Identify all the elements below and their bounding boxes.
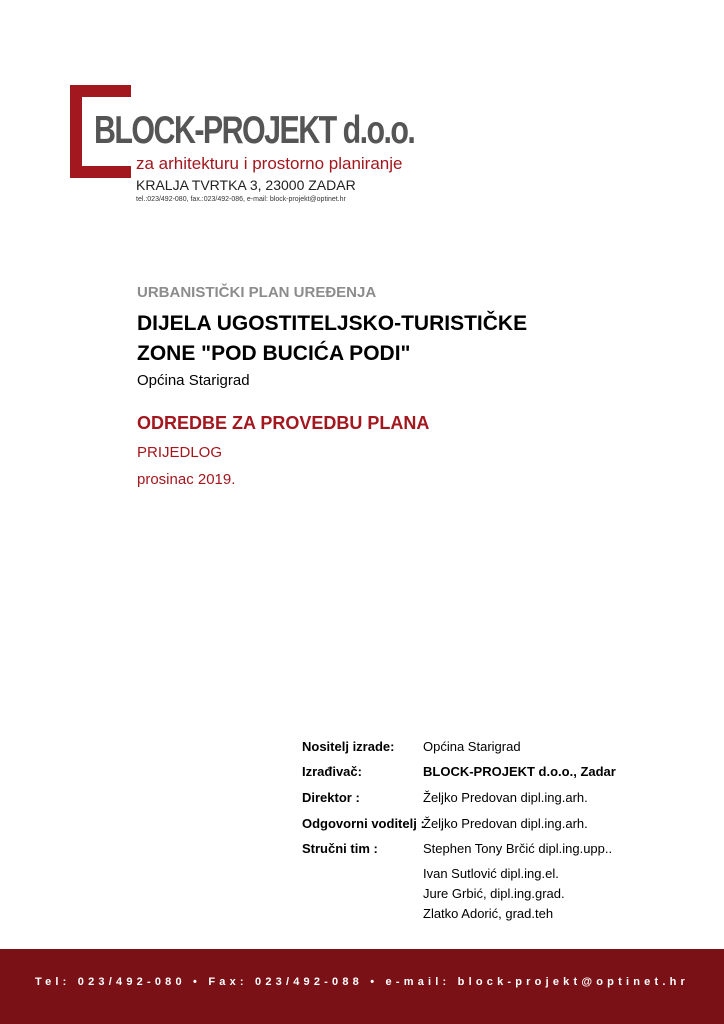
plan-title-line1: DIJELA UGOSTITELJSKO-TURISTIČKE xyxy=(137,312,528,335)
credit-label: Nositelj izrade: xyxy=(302,739,395,754)
credit-value: Općina Starigrad xyxy=(423,739,521,754)
credit-row-direktor xyxy=(302,789,642,807)
credit-row-nositelj xyxy=(302,738,642,756)
credit-label: Izrađivač: xyxy=(302,764,362,779)
logo-contact: tel.:023/492-080, fax.:023/492-086, e-mail: block-projekt@optinet.hr xyxy=(136,196,346,203)
logo-company-name: BLOCK-PROJEKT d.o.o. xyxy=(94,109,415,152)
credit-value: Željko Predovan dipl.ing.arh. xyxy=(423,790,588,805)
credit-row-strucni-tim xyxy=(302,840,642,858)
logo-address: KRALJA TVRTKA 3, 23000 ZADAR xyxy=(136,177,356,193)
logo-tagline: za arhitekturu i prostorno planiranje xyxy=(136,154,403,173)
company-logo xyxy=(70,85,415,210)
footer-bar xyxy=(0,949,724,1024)
credit-row-izradivac xyxy=(302,763,642,781)
plan-title-line2: ZONE "POD BUCIĆA PODI" xyxy=(137,342,411,365)
logo-frame-bottom xyxy=(70,166,106,178)
footer-contact: Tel: 023/492-080 • Fax: 023/492-088 • e-mail: block-projekt@optinet.hr xyxy=(35,976,689,988)
credit-value: Željko Predovan dipl.ing.arh. xyxy=(423,816,588,831)
team-member: Zlatko Adorić, grad.teh xyxy=(423,906,554,921)
document-date: prosinac 2019. xyxy=(137,471,236,488)
plan-title xyxy=(137,309,527,369)
document-status: PRIJEDLOG xyxy=(137,444,223,461)
credit-value: BLOCK-PROJEKT d.o.o., Zadar xyxy=(423,764,616,779)
plan-subtitle: URBANISTIČKI PLAN UREĐENJA xyxy=(137,284,377,301)
credit-value: Stephen Tony Brčić dipl.ing.upp.. xyxy=(423,841,613,856)
team-member: Jure Grbić, dipl.ing.grad. xyxy=(423,886,565,901)
credit-label: Odgovorni voditelj : xyxy=(302,816,425,831)
team-member: Ivan Sutlović dipl.ing.el. xyxy=(423,866,559,881)
municipality: Općina Starigrad xyxy=(137,372,250,389)
credit-label: Stručni tim : xyxy=(302,841,378,856)
credit-row-voditelj xyxy=(302,815,642,833)
credit-label: Direktor : xyxy=(302,790,360,805)
document-type: ODREDBE ZA PROVEDBU PLANA xyxy=(137,413,430,433)
